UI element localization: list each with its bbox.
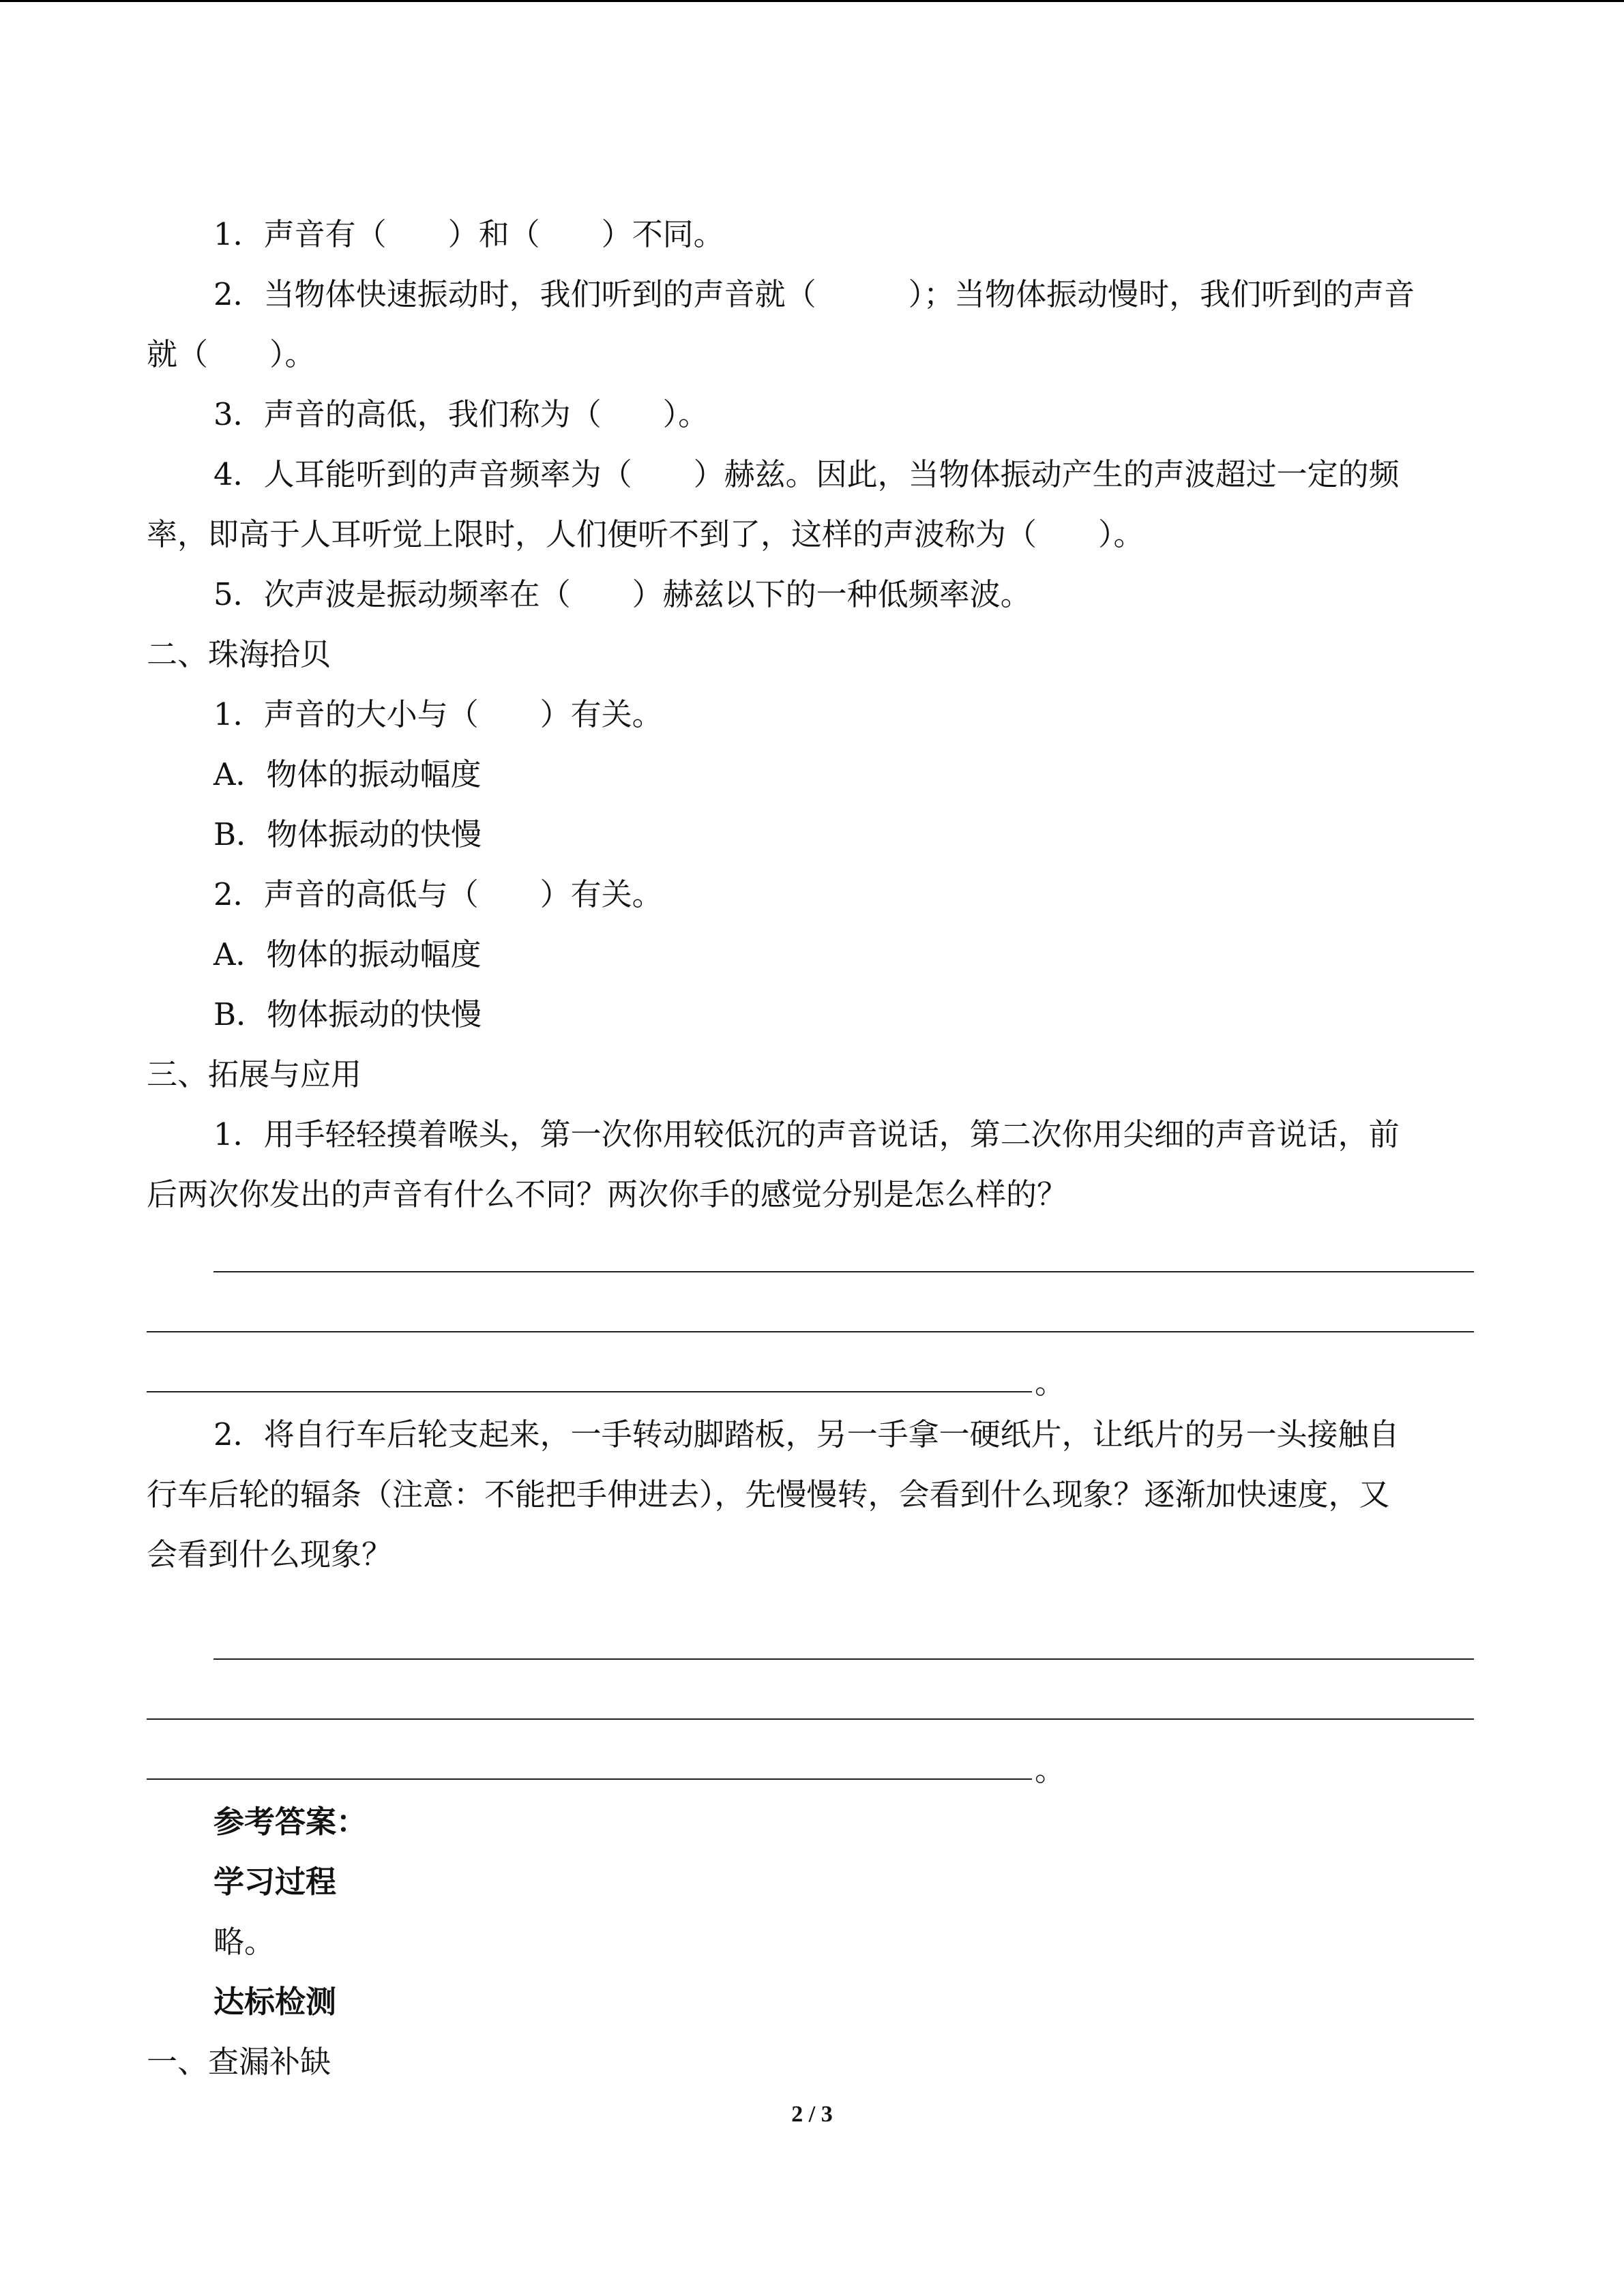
fill-question-2-line-1: 2．当物体快速振动时，我们听到的声音就（ ）；当物体振动慢时，我们听到的声音 (213, 276, 1415, 312)
answer-key-title: 参考答案： (213, 1804, 368, 1840)
application-question-1-line-1: 1．用手轻轻摸着喉头，第一次你用较低沉的声音说话，第二次你用尖细的声音说话，前 (213, 1116, 1400, 1152)
choice-question-2-option-a: A．物体的振动幅度 (213, 936, 482, 972)
application-question-1-line-2: 后两次你发出的声音有什么不同？两次你手的感觉分别是怎么样的？ (147, 1176, 1068, 1212)
answer-line-1-c (147, 1345, 1474, 1405)
application-question-2-line-2: 行车后轮的辐条（注意：不能把手伸进去），先慢慢转，会看到什么现象？逐渐加快速度，又 (147, 1476, 1390, 1512)
section-heading-3: 三、拓展与应用 (147, 1056, 362, 1092)
choice-question-1: 1．声音的大小与（ ）有关。 (213, 696, 663, 732)
fill-question-4-line-2: 率，即高于人耳听觉上限时，人们便听不到了，这样的声波称为（ ）。 (147, 516, 1145, 552)
answer-assessment-subheading: 一、查漏补缺 (147, 2044, 331, 2080)
document-body (147, 205, 1474, 2092)
fill-question-4-line-1: 4．人耳能听到的声音频率为（ ）赫兹。因此，当物体振动产生的声波超过一定的频 (213, 456, 1400, 492)
fill-question-2-line-2: 就（ ）。 (147, 336, 316, 372)
answer-end-mark-2: 。 (1035, 1752, 1066, 1788)
answer-line-2-c (147, 1732, 1474, 1792)
choice-question-2: 2．声音的高低与（ ）有关。 (213, 876, 663, 912)
page-number: 2 / 3 (791, 2102, 833, 2127)
answer-section-assessment: 达标检测 (213, 1984, 337, 2020)
section-heading-2: 二、珠海拾贝 (147, 636, 331, 672)
choice-question-1-option-a: A．物体的振动幅度 (213, 756, 482, 792)
answer-section-learning-process: 学习过程 (213, 1864, 337, 1900)
fill-question-3: 3．声音的高低，我们称为（ ）。 (213, 396, 709, 432)
answer-line-1-a (147, 1225, 1474, 1285)
answer-end-mark-1: 。 (1035, 1365, 1066, 1401)
answer-line-1-b (147, 1285, 1474, 1345)
fill-question-1: 1．声音有（ ）和（ ）不同。 (213, 216, 724, 252)
fill-question-5: 5．次声波是振动频率在（ ）赫兹以下的一种低频率波。 (213, 576, 1031, 612)
top-border (0, 0, 1624, 2)
choice-question-2-option-b: B．物体振动的快慢 (213, 996, 482, 1032)
answer-line-2-a (147, 1612, 1474, 1672)
choice-question-1-option-b: B．物体振动的快慢 (213, 816, 482, 852)
application-question-2-line-3: 会看到什么现象？ (147, 1536, 393, 1572)
application-question-2-line-1: 2．将自行车后轮支起来，一手转动脚踏板，另一手拿一硬纸片，让纸片的另一头接触自 (213, 1416, 1400, 1452)
answer-learning-process-text: 略。 (213, 1924, 276, 1960)
answer-line-2-b (147, 1672, 1474, 1732)
